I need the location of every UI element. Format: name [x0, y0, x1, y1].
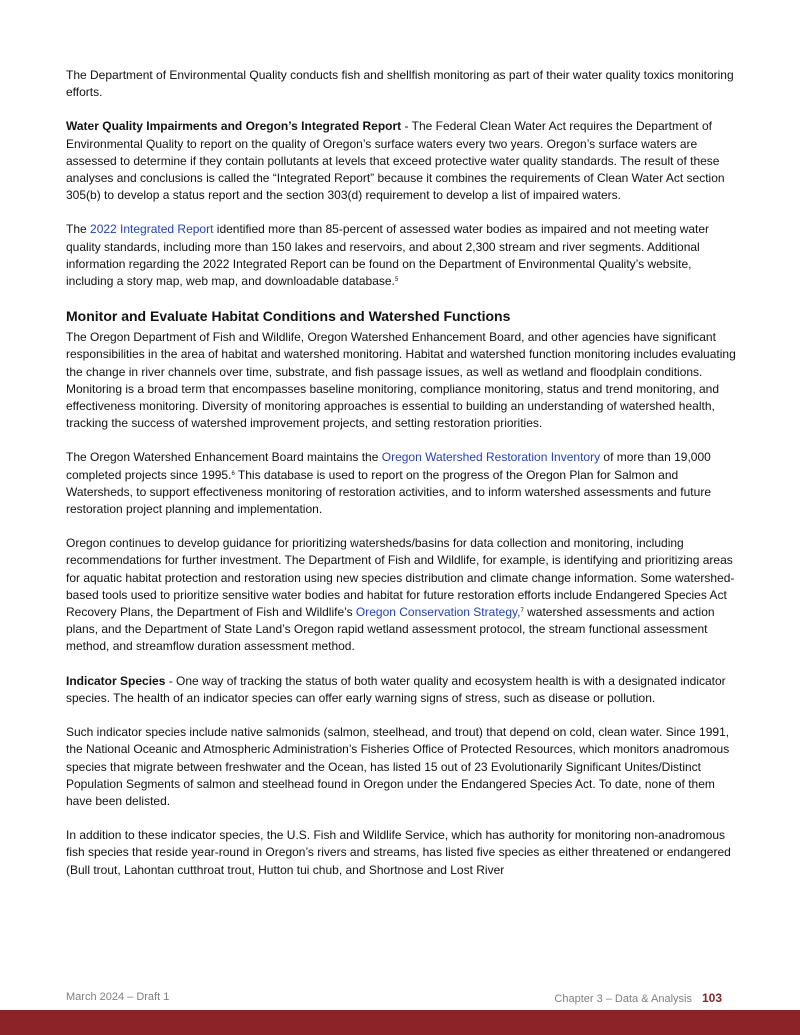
footnote-ref[interactable]: 5 — [394, 277, 399, 284]
footer-chapter-info — [554, 991, 722, 1005]
integrated-report-link[interactable]: 2022 Integrated Report — [90, 222, 214, 237]
paragraph-integrated-report — [66, 118, 736, 204]
paragraph-text: - The Federal Clean Water Act requires the Department of Environmental Quality to report on the quality of Oregon’s surface waters every two years. Oregon’s surface waters are assessed to determine if they contain pollutants at levels that exceed protective water quality standards. The result of these analyses and conclusions is called the “Integrated Report” because it combines the requirements of Clean Water Act section 305(b) to develop a status report and the section 303(d) requirement to develop a list of impaired waters. — [66, 119, 725, 203]
footnote-ref[interactable]: 7 — [520, 608, 524, 615]
paragraph-fish-monitoring: The Department of Environmental Quality conducts fish and shellfish monitoring as part of their water quality toxics monitoring efforts. — [66, 68, 734, 100]
paragraph-text: Oregon continues to develop guidance for prioritizing watersheds/basins for data collection and monitoring, including recommendations for further investment. The Department of Fish and Wildlife, for example, is identifying and prioritizing areas for aquatic habitat protection and restoration using new species distribution and climate change information. Some watershed-based tools used to prioritize sensitive water bodies and habitat for future restoration efforts include Endangered Species Act Recovery Plans, the Department of Fish and Wildlife’s — [66, 536, 735, 620]
paragraph-text: - One way of tracking the status of both water quality and ecosystem health is with a designated indicator species. The health of an indicator species can offer early warning signs of stress, such as disease or pollution. — [66, 673, 726, 705]
footer-accent-bar — [0, 1010, 800, 1035]
paragraph-text: of more than 19,000 completed projects since 1995. — [66, 450, 711, 482]
paragraph-text: This database is used to report on the progress of the Oregon Plan for Salmon and Watersheds, to support effectiveness monitoring of restoration activities, and to inform watershed assessments and future restoration project planning and implementation. — [66, 467, 711, 517]
paragraph-text: watershed assessments and action plans, and the Department of State Land’s Oregon rapid wetland assessment protocol, the stream functional assessment method, and streamflow duration assessment method. — [66, 605, 715, 654]
run-in-heading: Water Quality Impairments and Oregon’s Integrated Report — [66, 119, 402, 134]
restoration-inventory-link[interactable]: Oregon Watershed Restoration Inventory — [381, 450, 601, 465]
paragraph-salmonids: Such indicator species include native salmonids (salmon, steelhead, and trout) that depend on cold, clean water. Since 1991, the National Oceanic and Atmospheric Administration’s Fisheries Office of Protected Resources, which monitors anadromous species that migrate between freshwater and the Ocean, has listed 15 out of 23 Evolutionarily Significant Unites/Distinct Population Segments of salmon and steelhead found in Oregon under the Endangered Species Act. To date, none of them have been delisted. — [66, 725, 730, 808]
paragraph-indicator-species — [66, 673, 736, 707]
paragraph-text: identified more than 85-percent of assessed water bodies as impaired and not meeting water quality standards, including more than 150 lakes and reservoirs, and about 2,300 stream and river segments. Additional information regarding the 2022 Integrated Report can be found on the Department of Environmental Quality’s website, including a story map, web map, and downloadable database. — [66, 222, 710, 289]
section-heading: Monitor and Evaluate Habitat Conditions and Watershed Functions — [66, 308, 511, 325]
conservation-strategy-link[interactable]: Oregon Conservation Strategy, — [355, 605, 521, 620]
footnote-ref[interactable]: 6 — [231, 470, 235, 477]
paragraph-text: The Oregon Watershed Enhancement Board maintains the — [66, 450, 382, 465]
page-footer — [66, 991, 722, 1007]
run-in-heading: Indicator Species — [66, 673, 166, 688]
paragraph-habitat-monitoring: The Oregon Department of Fish and Wildlife, Oregon Watershed Enhancement Board, and other agencies have significant responsibilities in the area of habitat and watershed monitoring. Habitat and watershed function monitoring includes evaluating the change in river channels over time, substrate, and fish passage issues, as well as wetland and floodplain conditions. Monitoring is a broad term that encompasses baseline monitoring, compliance monitoring, status and trend monitoring, and effectiveness monitoring. Diversity of monitoring approaches is essential to building an understanding of watershed health, tracking the success of watershed improvement projects, and setting restoration priorities. — [66, 330, 736, 431]
footer-date: March 2024 – Draft 1 — [66, 991, 170, 1003]
footer-chapter: Chapter 3 – Data & Analysis — [554, 993, 692, 1005]
paragraph-prioritization — [66, 535, 736, 655]
paragraph-text: The — [66, 222, 91, 237]
document-body — [66, 67, 736, 879]
page-number: 103 — [701, 991, 722, 1005]
paragraph-2022-report — [66, 221, 736, 290]
paragraph-restoration-inventory — [66, 449, 736, 518]
paragraph-usfws: In addition to these indicator species, the U.S. Fish and Wildlife Service, which has authority for monitoring non-anadromous fish species that reside year-round in Oregon’s rivers and streams, has listed five species as either threatened or endangered (Bull trout, Lahontan cutthroat trout, Hutton tui chub, and Shortnose and Lost River — [66, 828, 731, 877]
